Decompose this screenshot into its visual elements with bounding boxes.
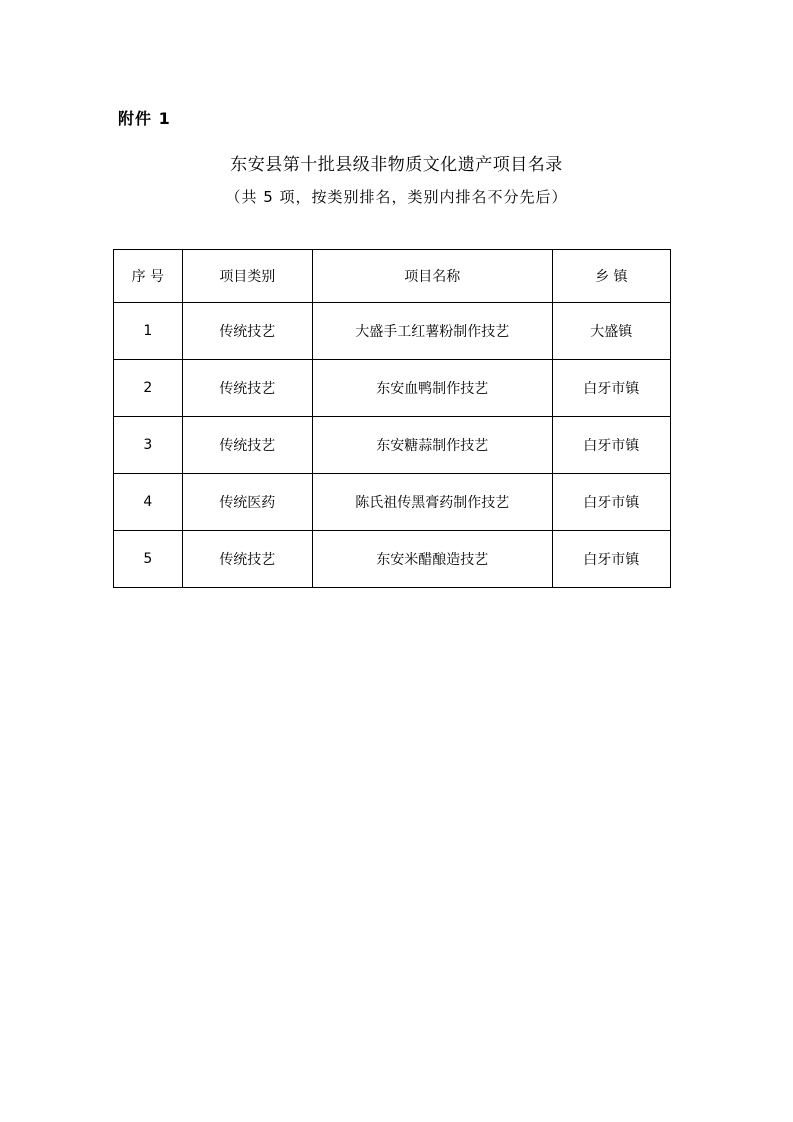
cell-category: 传统技艺: [182, 303, 312, 360]
cell-category: 传统技艺: [182, 360, 312, 417]
cell-category: 传统技艺: [182, 417, 312, 474]
cell-town: 大盛镇: [552, 303, 670, 360]
cell-item-name: 东安米醋酿造技艺: [312, 531, 552, 588]
header-town: 乡 镇: [552, 250, 670, 303]
document-subtitle: （共 5 项，按类别排名，类别内排名不分先后）: [225, 188, 568, 206]
cell-category: 传统医药: [182, 474, 312, 531]
heritage-items-table: [113, 249, 671, 588]
table-row: [114, 360, 671, 417]
table-body: [114, 303, 671, 588]
cell-item-name: 东安血鸭制作技艺: [312, 360, 552, 417]
header-seq: 序 号: [114, 250, 183, 303]
cell-seq: 3: [114, 417, 183, 474]
cell-seq: 5: [114, 531, 183, 588]
table-row: [114, 417, 671, 474]
cell-category: 传统技艺: [182, 531, 312, 588]
table-row: [114, 474, 671, 531]
document-title: 东安县第十批县级非物质文化遗产项目名录: [230, 155, 563, 175]
table-header: [114, 250, 671, 303]
cell-seq: 4: [114, 474, 183, 531]
cell-seq: 2: [114, 360, 183, 417]
cell-town: 白牙市镇: [552, 417, 670, 474]
cell-item-name: 大盛手工红薯粉制作技艺: [312, 303, 552, 360]
cell-town: 白牙市镇: [552, 360, 670, 417]
cell-town: 白牙市镇: [552, 474, 670, 531]
table-row: [114, 303, 671, 360]
table-header-row: [114, 250, 671, 303]
cell-seq: 1: [114, 303, 183, 360]
cell-item-name: 陈氏祖传黑膏药制作技艺: [312, 474, 552, 531]
table-row: [114, 531, 671, 588]
cell-item-name: 东安糖蒜制作技艺: [312, 417, 552, 474]
attachment-label: 附件 1: [118, 109, 171, 128]
header-category: 项目类别: [182, 250, 312, 303]
cell-town: 白牙市镇: [552, 531, 670, 588]
header-item-name: 项目名称: [312, 250, 552, 303]
